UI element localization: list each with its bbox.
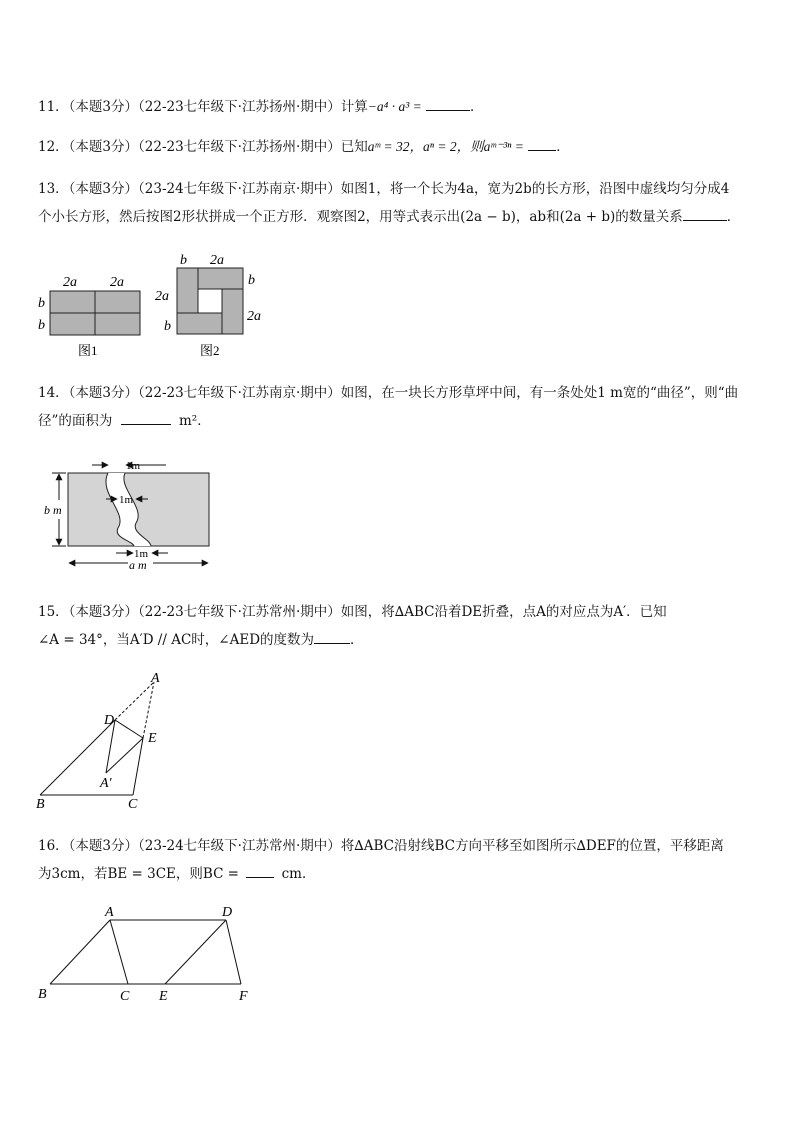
fig2-label-2a-right: 2a [247,309,261,324]
figure-1 [30,268,150,363]
q15-answer-blank[interactable] [314,629,350,644]
fig1-label-2a-right: 2a [110,275,124,290]
question-16 [38,832,758,888]
q14-line1: 14．（本题3分）（22-23七年级下·江苏南京·期中）如图，在一块长方形草坪中间，有一条处处1 m宽的“曲径”，则“曲 [38,385,739,401]
fig15-point-A: A [151,671,160,686]
q13-answer-blank[interactable] [683,206,727,221]
question-12 [38,133,758,161]
q15-line2: ∠A = 34°，当A′D // AC时，∠AED的度数为 [38,632,315,648]
q15-line1: 15．（本题3分）（22-23七年级下·江苏常州·期中）如图，将∆ABC沿着DE折叠，点A的对应点为A′．已知 [38,604,667,620]
fig15-point-C: C [128,797,138,812]
fig16-point-E: E [159,989,168,1004]
q12-answer-blank[interactable] [528,136,556,151]
fig2-label-b-top: b [180,253,187,268]
fig2-label-b-right: b [248,273,255,288]
q13-line1: 13．（本题3分）（23-24七年级下·江苏南京·期中）如图1，将一个长为4a，宽为2b的长方形，沿图中虚线均匀分成4 [38,181,730,197]
fig1-caption: 图1 [78,343,98,358]
fig16-point-C: C [120,989,130,1004]
fig1-label-b-bottom: b [38,318,45,333]
fig16-point-A: A [105,905,114,920]
question-13 [38,175,758,231]
q16-answer-blank[interactable] [246,863,274,878]
fig16-point-B: B [38,987,47,1002]
q16-line2: 为3cm，若BE = 3CE，则BC = [38,866,239,882]
fig16-point-F: F [239,989,248,1004]
fig2-label-2a-left: 2a [155,289,169,304]
q12-expr: aᵐ = 32，aⁿ = 2，则aᵐ⁻³ⁿ = [367,139,524,154]
q14-line2: 径”的面积为 [38,413,113,429]
figure-2 [152,250,272,363]
fig16-point-D: D [222,905,233,920]
q11-expr: −a⁴ · a³ = [367,99,422,114]
fig2-inner-hole [198,289,222,313]
q11-text: 11．（本题3分）（22-23七年级下·江苏扬州·期中）计算 [38,99,368,115]
question-14 [38,379,758,435]
figure-14 [38,453,218,573]
fig15-point-A-prime: A′ [100,776,112,791]
q11-end: ． [470,99,484,115]
fig15-point-D: D [104,713,115,728]
question-11 [38,93,758,121]
q16-unit: cm． [281,866,316,882]
fig14-label-1m-bottom: 1m [134,548,149,560]
q12-end: ． [556,139,570,155]
fig14-label-1m-mid: 1m [119,494,134,506]
q15-end: ． [350,632,364,648]
fig2-label-2a-top: 2a [210,253,224,268]
q11-answer-blank[interactable] [426,96,470,111]
fig1-label-b-top: b [38,296,45,311]
q16-line1: 16．（本题3分）（23-24七年级下·江苏常州·期中）将∆ABC沿射线BC方向平移至如图所示∆DEF的位置，平移距离 [38,838,724,854]
fig15-point-B: B [36,797,45,812]
q13-end: ． [726,209,741,225]
question-15 [38,598,758,654]
fig1-label-2a-left: 2a [63,275,77,290]
fig2-label-b-bottom: b [164,319,171,334]
q14-answer-blank[interactable] [121,410,171,425]
fig15-point-E: E [148,731,157,746]
figure-16 [30,900,260,1008]
q12-text: 12．（本题3分）（22-23七年级下·江苏扬州·期中）已知 [38,139,368,155]
fig2-caption: 图2 [200,343,220,358]
fig14-label-height: b m [44,503,62,517]
q13-line2: 个小长方形，然后按图2形状拼成一个正方形．观察图2，用等式表示出(2a − b)，ab和(2a + b)的数量关系 [38,209,683,225]
fig14-label-width: a m [129,558,147,572]
fig14-label-1m-top: 1m [126,460,141,472]
q14-unit: m²． [179,413,211,429]
figure-15 [30,668,180,813]
